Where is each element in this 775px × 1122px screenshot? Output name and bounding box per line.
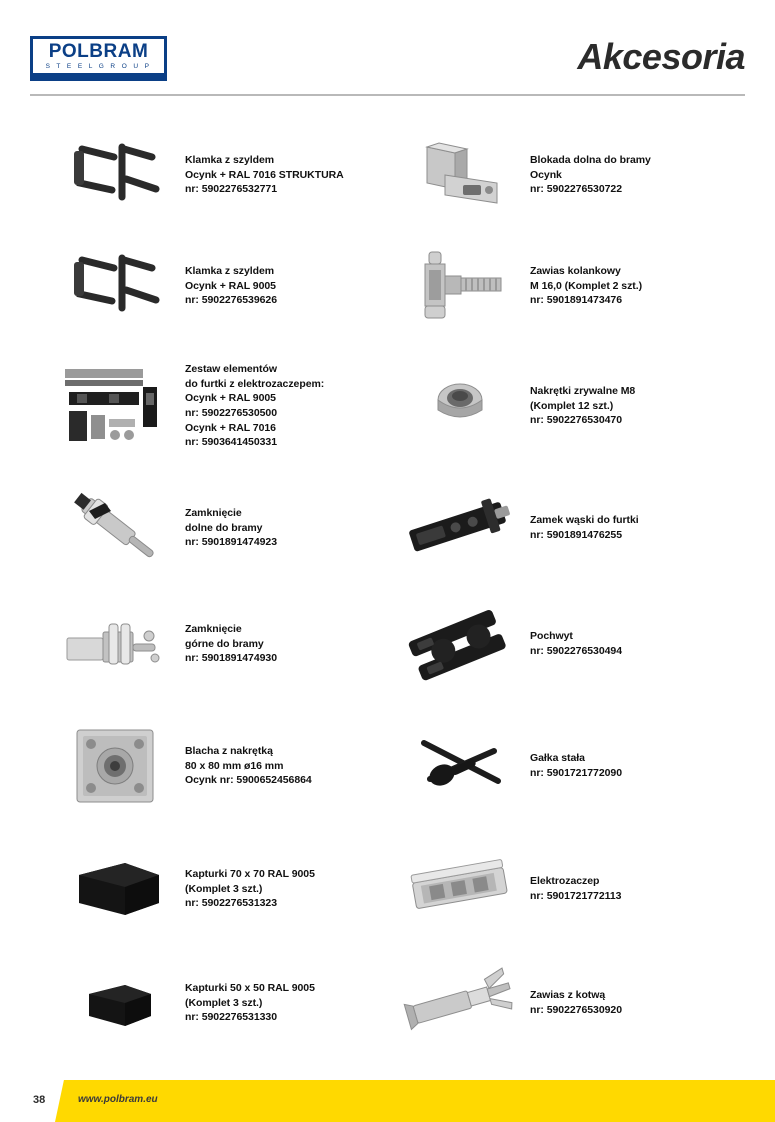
product-item[interactable]: [55, 230, 410, 342]
product-item[interactable]: [400, 230, 755, 342]
handle-with-plate-icon: [55, 238, 175, 334]
product-code: nr: 5902276539626: [185, 294, 277, 307]
product-line: Kapturki 50 x 50 RAL 9005: [185, 982, 315, 995]
product-item[interactable]: [400, 830, 755, 948]
product-code: nr: 5901891473476: [530, 294, 622, 307]
product-item[interactable]: [400, 120, 755, 230]
product-code: nr: 5902276530722: [530, 183, 622, 196]
elbow-hinge-icon: [400, 238, 520, 334]
product-code: nr: 5901721772090: [530, 767, 622, 779]
product-line: Klamka z szyldem: [185, 265, 275, 278]
product-description: [175, 153, 344, 197]
product-line: M 16,0 (Komplet 2 szt.): [530, 279, 643, 292]
product-code: nr: 5902276532771: [185, 183, 277, 196]
footer-url[interactable]: www.polbram.eu: [78, 1094, 158, 1105]
product-line: Zestaw elementów: [185, 363, 277, 376]
anchor-hinge-icon: [400, 955, 520, 1051]
product-code: nr: 5901721772113: [530, 890, 622, 902]
product-description: [175, 744, 312, 788]
product-item[interactable]: [55, 586, 410, 702]
product-line: Elektrozaczep: [530, 875, 600, 888]
product-description: [520, 153, 651, 197]
product-line: do furtki z elektrozaczepem:: [185, 377, 325, 390]
narrow-gate-lock-icon: [400, 480, 520, 576]
breakaway-nut-icon: [400, 358, 520, 454]
top-gate-latch-icon: [55, 596, 175, 692]
product-line: Klamka z szyldem: [185, 154, 275, 167]
product-line: Zamknięcie: [185, 507, 242, 520]
product-line: Nakrętki zrywalne M8: [530, 385, 636, 398]
product-code: nr: 5902276530494: [530, 645, 622, 657]
product-line: Zawias z kotwą: [530, 989, 606, 1002]
product-line: Gałka stała: [530, 752, 585, 765]
pull-handle-icon: [400, 596, 520, 692]
product-code: nr: 5902276530500: [185, 407, 277, 419]
product-description: [175, 264, 277, 308]
product-code: nr: 5902276530470: [530, 414, 622, 427]
catalog-column-right: [400, 120, 755, 1058]
polbram-logo: [30, 36, 167, 76]
product-description: [520, 751, 622, 780]
product-item[interactable]: [55, 342, 410, 470]
post-cap-50-icon: [55, 955, 175, 1051]
product-line: Blokada dolna do bramy: [530, 154, 651, 167]
product-line: Blacha z nakrętką: [185, 745, 273, 758]
page-number: 38: [33, 1094, 46, 1106]
product-description: [520, 874, 621, 903]
product-description: [175, 867, 315, 911]
page-header: [0, 0, 775, 105]
footer-bar: [55, 1080, 775, 1122]
product-item[interactable]: [400, 948, 755, 1058]
product-line: górne do bramy: [185, 637, 264, 650]
product-description: [175, 981, 315, 1025]
product-item[interactable]: [55, 830, 410, 948]
gate-electric-lock-set-icon: [55, 358, 175, 454]
product-item[interactable]: [400, 342, 755, 470]
product-line: dolne do bramy: [185, 521, 263, 534]
product-line: Pochwyt: [530, 630, 573, 643]
product-code: nr: 5901891474923: [185, 536, 277, 549]
product-code: nr: 5901891476255: [530, 529, 622, 541]
logo-underline: [30, 76, 167, 81]
product-description: [175, 506, 277, 550]
product-item[interactable]: [55, 120, 410, 230]
product-line: 80 x 80 mm ø16 mm: [185, 759, 284, 772]
product-item[interactable]: [55, 948, 410, 1058]
product-code: Ocynk nr: 5900652456864: [185, 774, 312, 787]
product-description: [520, 513, 639, 542]
logo-text: POLBRAM: [48, 41, 149, 62]
product-code: nr: 5902276531330: [185, 1011, 277, 1024]
product-description: [175, 362, 324, 450]
product-line: Zamek wąski do furtki: [530, 514, 639, 527]
product-item[interactable]: [400, 586, 755, 702]
product-description: [520, 629, 622, 658]
product-line: Ocynk + RAL 7016: [185, 421, 276, 434]
product-line: Zamknięcie: [185, 623, 242, 636]
product-line: Kapturki 70 x 70 RAL 9005: [185, 868, 315, 881]
product-code: nr: 5903641450331: [185, 436, 277, 449]
product-line: (Komplet 3 szt.): [185, 882, 263, 895]
product-item[interactable]: [400, 470, 755, 586]
product-code: nr: 5902276531323: [185, 897, 277, 910]
product-line: (Komplet 12 szt.): [530, 399, 614, 412]
product-line: Ocynk + RAL 7016 STRUKTURA: [185, 168, 344, 181]
product-item[interactable]: [55, 470, 410, 586]
electric-strike-icon: [400, 841, 520, 937]
product-catalog: [0, 120, 775, 1060]
catalog-column-left: [55, 120, 410, 1058]
fixed-knob-icon: [400, 718, 520, 814]
product-item[interactable]: [55, 702, 410, 830]
product-description: [175, 622, 277, 666]
header-divider: [30, 94, 745, 96]
product-description: [520, 988, 622, 1017]
product-item[interactable]: [400, 702, 755, 830]
bottom-gate-latch-icon: [55, 480, 175, 576]
product-line: Ocynk + RAL 9005: [185, 279, 276, 292]
product-code: nr: 5901891474930: [185, 652, 277, 665]
logo-subtitle: S T E E L G R O U P: [45, 63, 152, 70]
nut-plate-icon: [55, 718, 175, 814]
handle-with-plate-icon: [55, 127, 175, 223]
product-description: [520, 264, 642, 308]
product-line: Ocynk: [530, 168, 562, 181]
product-description: [520, 384, 635, 428]
bottom-gate-stop-icon: [400, 127, 520, 223]
product-line: Ocynk + RAL 9005: [185, 392, 276, 405]
product-line: Zawias kolankowy: [530, 265, 621, 278]
page-footer: [0, 1060, 775, 1122]
post-cap-70-icon: [55, 841, 175, 937]
product-line: (Komplet 3 szt.): [185, 996, 263, 1009]
page-title: Akcesoria: [577, 36, 745, 77]
product-code: nr: 5902276530920: [530, 1004, 622, 1016]
